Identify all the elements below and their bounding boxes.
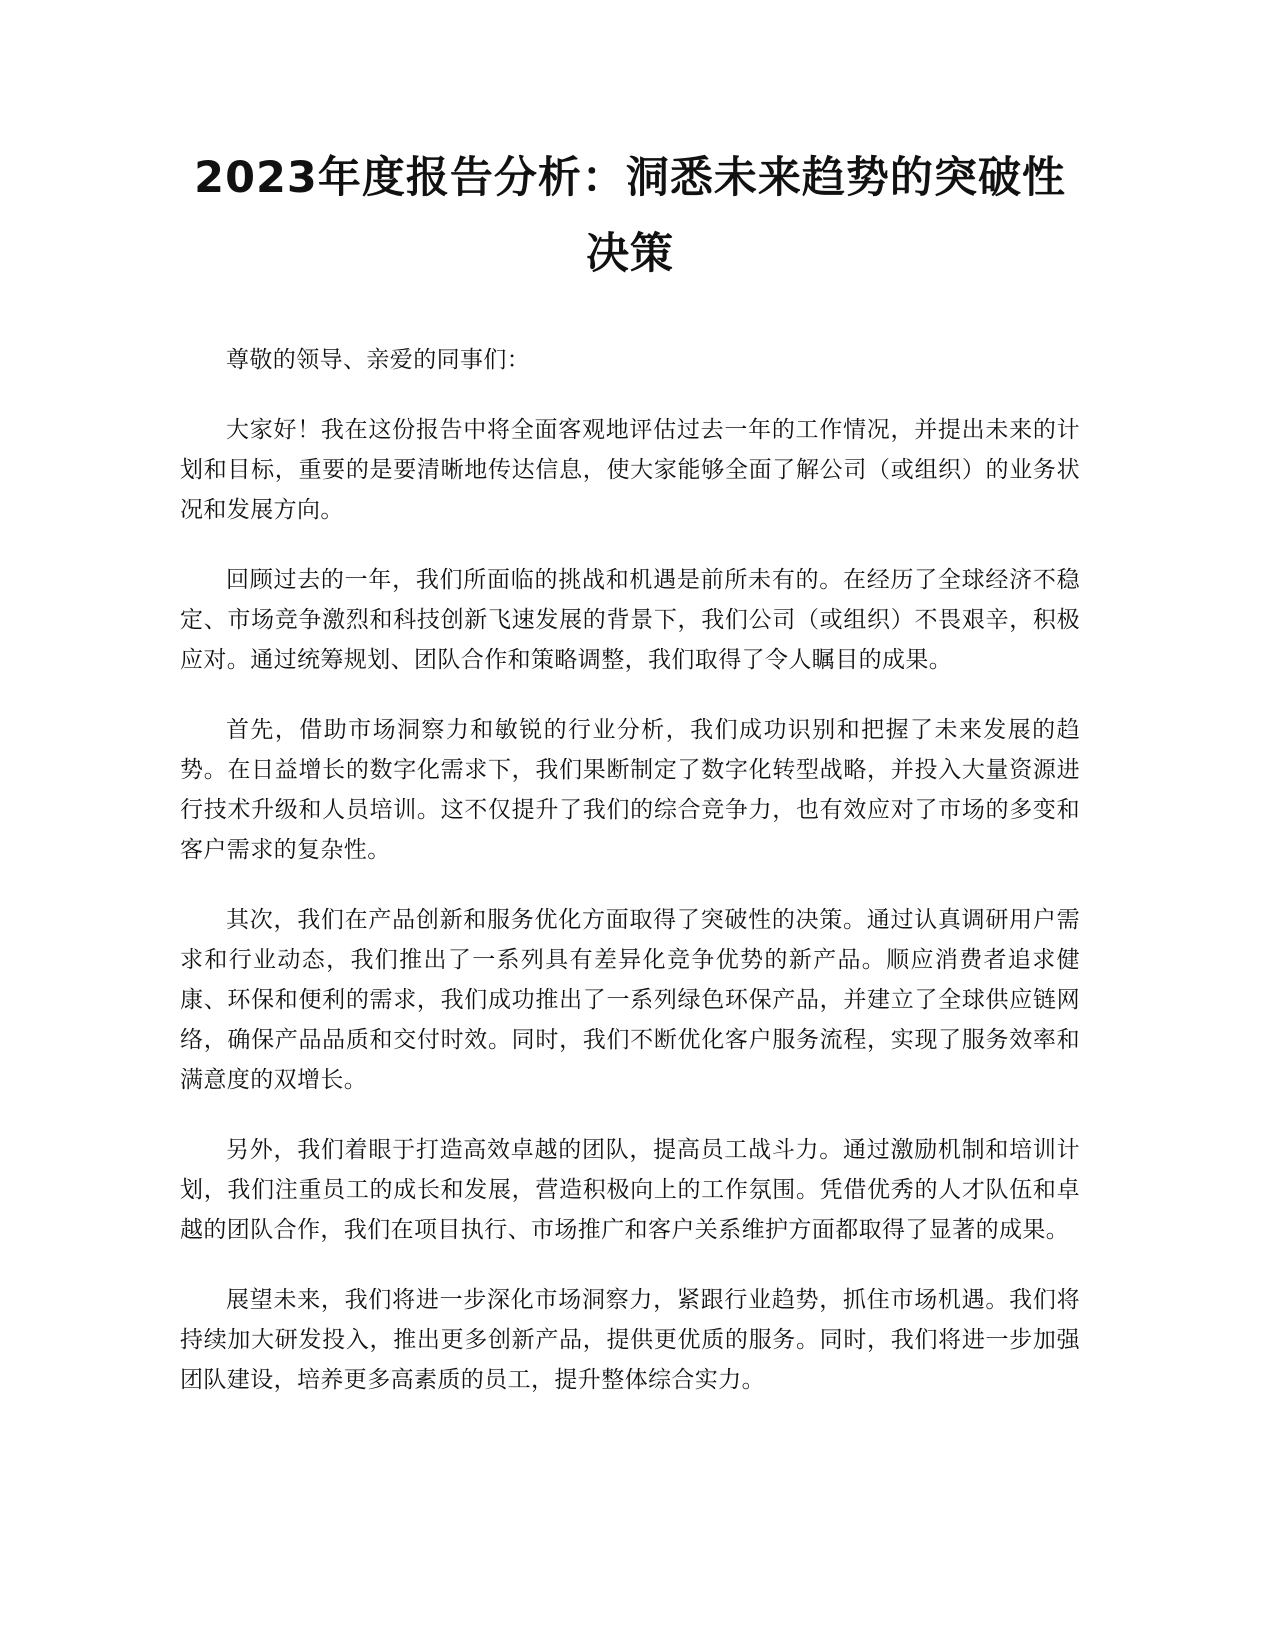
document-title-line-1: 2023年度报告分析：洞悉未来趋势的突破性 [194, 153, 1066, 203]
document-page [180, 140, 1080, 1430]
body-paragraph: 首先，借助市场洞察力和敏锐的行业分析，我们成功识别和把握了未来发展的趋势。在日益增长的数字化需求下，我们果断制定了数字化转型战略，并投入大量资源进行技术升级和人员培训。这不仅提升了我们的综合竞争力，也有效应对了市场的多变和客户需求的复杂性。 [180, 717, 1080, 863]
document-title [180, 140, 1080, 292]
body-paragraph: 回顾过去的一年，我们所面临的挑战和机遇是前所未有的。在经历了全球经济不稳定、市场竞争激烈和科技创新飞速发展的背景下，我们公司（或组织）不畏艰辛，积极应对。通过统筹规划、团队合作和策略调整，我们取得了令人瞩目的成果。 [180, 567, 1080, 673]
body-paragraph: 其次，我们在产品创新和服务优化方面取得了突破性的决策。通过认真调研用户需求和行业动态，我们推出了一系列具有差异化竞争优势的新产品。顺应消费者追求健康、环保和便利的需求，我们成功推出了一系列绿色环保产品，并建立了全球供应链网络，确保产品品质和交付时效。同时，我们不断优化客户服务流程，实现了服务效率和满意度的双增长。 [180, 907, 1080, 1093]
body-paragraph: 大家好！我在这份报告中将全面客观地评估过去一年的工作情况，并提出未来的计划和目标，重要的是要清晰地传达信息，使大家能够全面了解公司（或组织）的业务状况和发展方向。 [180, 417, 1080, 523]
salutation-paragraph: 尊敬的领导、亲爱的同事们： [226, 347, 531, 373]
document-title-line-2: 决策 [586, 229, 674, 279]
body-paragraph: 另外，我们着眼于打造高效卓越的团队，提高员工战斗力。通过激励机制和培训计划，我们注重员工的成长和发展，营造积极向上的工作氛围。凭借优秀的人才队伍和卓越的团队合作，我们在项目执行、市场推广和客户关系维护方面都取得了显著的成果。 [180, 1137, 1080, 1243]
body-paragraph: 展望未来，我们将进一步深化市场洞察力，紧跟行业趋势，抓住市场机遇。我们将持续加大研发投入，推出更多创新产品，提供更优质的服务。同时，我们将进一步加强团队建设，培养更多高素质的员工，提升整体综合实力。 [180, 1287, 1080, 1393]
